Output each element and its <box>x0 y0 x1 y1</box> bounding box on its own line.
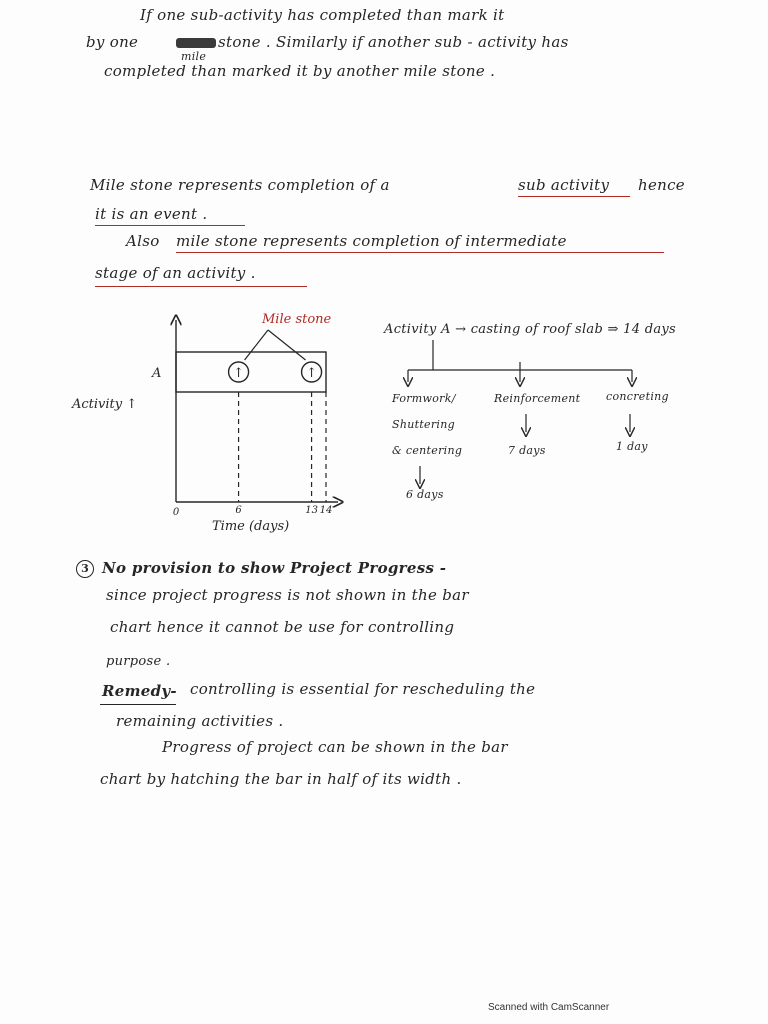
section3-body-line-3: purpose . <box>106 654 171 669</box>
section-number-badge: 3 <box>76 560 94 578</box>
section3-body-line-2: chart hence it cannot be use for controlling <box>110 618 455 636</box>
breakdown-item-3-duration: 1 day <box>616 440 648 453</box>
remedy-line-3: Progress of project can be shown in the bar <box>162 738 508 756</box>
p2-line1-post: hence <box>638 176 685 194</box>
p2-line1-underlined: sub activity <box>518 176 610 194</box>
p2-line1-pre: Mile stone represents completion of a <box>90 176 390 194</box>
p2-line4: stage of an activity . <box>95 264 256 282</box>
y-axis-label: Activity ↑ <box>72 397 138 412</box>
p1-line3: completed than marked it by another mile stone . <box>104 62 496 80</box>
x-tick-label: 13 <box>305 505 318 516</box>
milestone-pointer-line <box>268 330 306 360</box>
breakdown-item-1-line-2: Shuttering <box>392 418 455 431</box>
p2-line3-pre: Also <box>126 232 160 250</box>
p1-line1: If one sub-activity has completed than mark it <box>140 6 505 24</box>
x-tick-label: 0 <box>172 507 180 518</box>
remedy-label: Remedy- <box>102 682 177 700</box>
x-tick-label: 6 <box>235 505 242 516</box>
breakdown-item-1-line-1: Formwork/ <box>392 392 456 405</box>
breakdown-header: Activity A → casting of roof slab ⇒ 14 days <box>384 322 677 337</box>
category-label: A <box>152 366 162 381</box>
breakdown-item-2-name: Reinforcement <box>494 392 581 405</box>
remedy-line-4: chart by hatching the bar in half of its width . <box>100 770 462 788</box>
remedy-line-2: remaining activities . <box>116 712 284 730</box>
p1-line2-post: stone . Similarly if another sub - activity has <box>218 33 569 51</box>
milestone-pointer-line <box>245 330 268 360</box>
p1-line2-inserted-word: mile <box>181 50 207 63</box>
x-axis-label: Time (days) <box>212 519 290 534</box>
p2-line3-underlined: mile stone represents completion of intermediate <box>176 232 567 250</box>
milestone-arrow: ↑ <box>233 366 245 381</box>
breakdown-item-2-duration: 7 days <box>508 444 546 457</box>
breakdown-item-1-duration: 6 days <box>406 488 444 501</box>
p2-line2: it is an event . <box>95 205 208 223</box>
x-tick-label: 14 <box>319 505 333 516</box>
underline <box>100 704 176 705</box>
scanner-watermark: Scanned with CamScanner <box>488 1002 610 1013</box>
milestone-arrow: ↑ <box>306 366 318 381</box>
section3-body-line-1: since project progress is not shown in the bar <box>106 586 469 604</box>
breakdown-item-3-name: concreting <box>606 390 669 403</box>
breakdown-item-1-line-3: & centering <box>392 444 463 457</box>
remedy-line-1: controlling is essential for rescheduling the <box>190 680 536 698</box>
section3-title: No provision to show Project Progress - <box>102 559 447 577</box>
p1-line2-pre: by one <box>86 33 139 51</box>
chart-layer <box>173 330 333 518</box>
chart-title: Mile stone <box>262 312 332 327</box>
